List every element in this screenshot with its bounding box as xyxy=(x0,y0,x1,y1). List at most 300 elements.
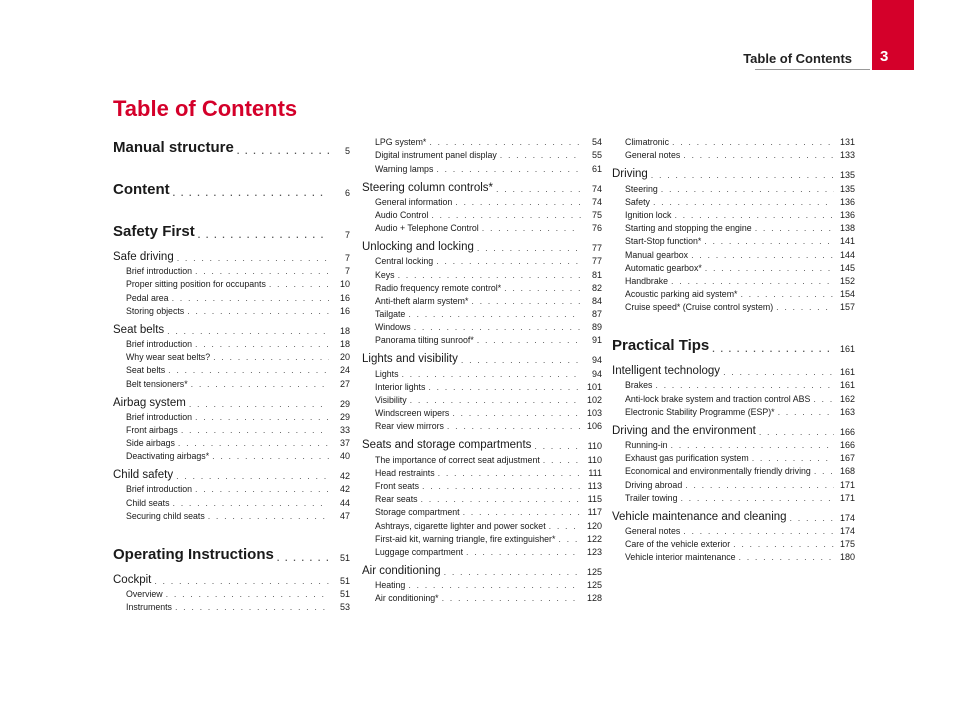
toc-subsection-entry[interactable] xyxy=(113,289,350,302)
toc-subsection-entry[interactable] xyxy=(612,220,855,233)
toc-subsection-entry[interactable] xyxy=(113,599,350,612)
dot-leader xyxy=(683,527,834,536)
toc-page-number: 94 xyxy=(591,355,602,366)
toc-page-number: 135 xyxy=(839,170,855,181)
toc-page-number: 180 xyxy=(839,552,855,563)
toc-subsection-entry[interactable] xyxy=(362,451,602,464)
toc-page-number: 162 xyxy=(839,393,855,404)
toc-chapter-entry[interactable] xyxy=(113,466,350,481)
dot-leader xyxy=(176,472,329,481)
toc-page-number: 55 xyxy=(591,150,602,161)
dot-leader xyxy=(671,441,834,450)
toc-chapter-entry[interactable] xyxy=(362,238,602,253)
toc-subsection-entry[interactable] xyxy=(362,379,602,392)
toc-column-2 xyxy=(362,134,602,603)
dot-leader xyxy=(408,310,581,319)
toc-subsection-entry[interactable] xyxy=(113,263,350,276)
toc-page-number: 37 xyxy=(339,438,350,449)
toc-page-number: 128 xyxy=(586,593,602,604)
toc-subsection-entry[interactable] xyxy=(612,404,855,417)
toc-entry-label: Electronic Stability Programme (ESP)* xyxy=(625,406,775,417)
dot-leader xyxy=(704,237,834,246)
toc-page-number: 171 xyxy=(839,492,855,503)
toc-subsection-entry[interactable] xyxy=(362,465,602,478)
toc-subsection-entry[interactable] xyxy=(113,409,350,422)
toc-subsection-entry[interactable] xyxy=(612,390,855,403)
toc-entry-label: Steering column controls* xyxy=(362,181,494,194)
toc-entry-label: Exhaust gas purification system xyxy=(625,453,749,464)
running-header-title: Table of Contents xyxy=(743,51,852,66)
toc-subsection-entry[interactable] xyxy=(113,494,350,507)
dot-leader xyxy=(471,297,581,306)
toc-entry-label: Warning lamps xyxy=(375,163,434,174)
dot-leader xyxy=(740,290,834,299)
toc-subsection-entry[interactable] xyxy=(362,577,602,590)
dot-leader xyxy=(191,380,329,389)
toc-page-number: 101 xyxy=(586,381,602,392)
dot-leader xyxy=(181,426,329,435)
toc-chapter-entry[interactable] xyxy=(113,571,350,586)
toc-entry-label: Start-Stop function* xyxy=(625,236,702,247)
toc-entry-label: Rear view mirrors xyxy=(375,421,444,432)
toc-page-number: 7 xyxy=(344,253,350,263)
toc-page-number: 161 xyxy=(839,367,855,378)
dot-leader xyxy=(482,224,581,233)
dot-leader xyxy=(723,368,834,377)
toc-column-1 xyxy=(113,134,350,612)
toc-page-number: 152 xyxy=(839,275,855,286)
toc-entry-label: Driving abroad xyxy=(625,479,683,490)
dot-leader xyxy=(431,211,581,220)
toc-page-number: 20 xyxy=(339,352,350,363)
dot-leader xyxy=(452,409,581,418)
toc-page-number: 106 xyxy=(586,421,602,432)
toc-section-entry[interactable] xyxy=(113,541,350,563)
toc-subsection-entry[interactable] xyxy=(612,260,855,273)
toc-chapter-entry[interactable] xyxy=(113,394,350,409)
toc-page-number: 42 xyxy=(339,471,350,482)
toc-entry-label: Side airbags xyxy=(126,438,175,449)
toc-page-number: 125 xyxy=(586,566,602,577)
dot-leader xyxy=(212,452,329,461)
toc-section-entry[interactable] xyxy=(612,332,855,354)
toc-page-number: 33 xyxy=(339,424,350,435)
dot-leader xyxy=(674,211,834,220)
dot-leader xyxy=(691,251,834,260)
toc-entry-label: Cruise speed* (Cruise control system) xyxy=(625,302,774,313)
toc-entry-label: Ashtrays, cigarette lighter and power socket xyxy=(375,520,546,531)
toc-page-number: 115 xyxy=(587,494,602,505)
toc-subsection-entry[interactable] xyxy=(612,437,855,450)
toc-page-number: 81 xyxy=(591,269,602,280)
toc-entry-label: Brief introduction xyxy=(126,266,193,277)
dot-leader xyxy=(195,340,329,349)
toc-entry-label: Deactivating airbags* xyxy=(126,451,210,462)
dot-leader xyxy=(166,590,329,599)
toc-entry-label: Manual gearbox xyxy=(625,249,689,260)
dot-leader xyxy=(461,356,581,365)
toc-subsection-entry[interactable] xyxy=(612,450,855,463)
toc-page-number: 163 xyxy=(839,406,855,417)
dot-leader xyxy=(543,456,581,465)
toc-entry-label: Audio + Telephone Control xyxy=(375,223,479,234)
toc-subsection-entry[interactable] xyxy=(113,508,350,521)
toc-page-number: 136 xyxy=(839,196,855,207)
dot-leader xyxy=(401,370,581,379)
dot-leader xyxy=(175,603,329,612)
toc-subsection-entry[interactable] xyxy=(113,375,350,388)
toc-page-number: 42 xyxy=(339,484,350,495)
toc-page-number: 53 xyxy=(339,602,350,613)
toc-entry-label: The importance of correct seat adjustment xyxy=(375,454,540,465)
toc-entry-label: Rear seats xyxy=(375,494,418,505)
toc-entry-label: General notes xyxy=(625,150,681,161)
toc-entry-label: Storage compartment xyxy=(375,507,460,518)
toc-entry-label: Anti-theft alarm system* xyxy=(375,295,469,306)
toc-entry-label: Air conditioning* xyxy=(375,593,439,604)
dot-leader xyxy=(168,366,329,375)
toc-section-entry[interactable] xyxy=(113,218,350,240)
toc-subsection-entry[interactable] xyxy=(612,549,855,562)
toc-page-number: 16 xyxy=(339,305,350,316)
dot-leader xyxy=(277,554,329,563)
toc-page-number: 51 xyxy=(339,552,350,563)
dot-leader xyxy=(187,307,329,316)
toc-entry-label: Windscreen wipers xyxy=(375,408,450,419)
toc-entry-label: Front airbags xyxy=(126,424,178,435)
toc-entry-label: Vehicle maintenance and cleaning xyxy=(612,510,787,523)
toc-subsection-entry[interactable] xyxy=(362,266,602,279)
toc-subsection-entry[interactable] xyxy=(612,490,855,503)
toc-subsection-entry[interactable] xyxy=(362,491,602,504)
dot-leader xyxy=(447,422,581,431)
dot-leader xyxy=(712,345,834,354)
toc-subsection-entry[interactable] xyxy=(362,365,602,378)
dot-leader xyxy=(504,284,581,293)
toc-entry-label: Safety First xyxy=(113,223,195,240)
toc-entry-label: Driving xyxy=(612,168,648,181)
toc-page-number: 18 xyxy=(339,338,350,349)
toc-subsection-entry[interactable] xyxy=(362,147,602,160)
toc-entry-label: Brief introduction xyxy=(126,411,193,422)
toc-subsection-entry[interactable] xyxy=(113,276,350,289)
toc-chapter-entry[interactable] xyxy=(612,508,855,523)
toc-subsection-entry[interactable] xyxy=(362,207,602,220)
toc-page-number: 120 xyxy=(586,520,602,531)
dot-leader xyxy=(477,336,581,345)
dot-leader xyxy=(500,151,581,160)
toc-page-number: 161 xyxy=(839,380,855,391)
toc-page-number: 40 xyxy=(339,451,350,462)
toc-page-number: 7 xyxy=(344,230,350,240)
toc-subsection-entry[interactable] xyxy=(612,134,855,147)
toc-subsection-entry[interactable] xyxy=(612,536,855,549)
toc-entry-label: Airbag system xyxy=(113,396,186,409)
toc-page-number: 138 xyxy=(839,223,855,234)
dot-leader xyxy=(496,185,581,194)
toc-page-number: 54 xyxy=(591,137,602,148)
toc-page-number: 77 xyxy=(591,256,602,267)
toc-page-number: 154 xyxy=(839,289,855,300)
dot-leader xyxy=(790,514,834,523)
toc-subsection-entry[interactable] xyxy=(113,362,350,375)
dot-leader xyxy=(814,467,834,476)
dot-leader xyxy=(755,224,834,233)
toc-subsection-entry[interactable] xyxy=(362,392,602,405)
toc-entry-label: Front seats xyxy=(375,480,420,491)
toc-chapter-entry[interactable] xyxy=(362,562,602,577)
toc-page-number: 94 xyxy=(591,368,602,379)
toc-subsection-entry[interactable] xyxy=(612,147,855,160)
toc-page-number: 175 xyxy=(839,539,855,550)
toc-entry-label: Luggage compartment xyxy=(375,546,464,557)
toc-entry-label: Starting and stopping the engine xyxy=(625,223,752,234)
toc-subsection-entry[interactable] xyxy=(612,463,855,476)
toc-subsection-entry[interactable] xyxy=(113,349,350,362)
toc-subsection-entry[interactable] xyxy=(362,134,602,147)
toc-subsection-entry[interactable] xyxy=(113,336,350,349)
toc-subsection-entry[interactable] xyxy=(362,478,602,491)
toc-subsection-entry[interactable] xyxy=(113,303,350,316)
toc-subsection-entry[interactable] xyxy=(362,194,602,207)
toc-page-number: 133 xyxy=(839,150,855,161)
toc-page-number: 166 xyxy=(839,426,855,437)
toc-page-number: 174 xyxy=(839,525,855,536)
toc-chapter-entry[interactable] xyxy=(113,248,350,263)
toc-subsection-entry[interactable] xyxy=(113,481,350,494)
dot-leader xyxy=(436,257,581,266)
dot-leader xyxy=(776,303,834,312)
toc-entry-label: Air conditioning xyxy=(362,564,441,577)
dot-leader xyxy=(410,396,581,405)
toc-page-number: 145 xyxy=(839,262,855,273)
dot-leader xyxy=(421,495,581,504)
toc-subsection-entry[interactable] xyxy=(362,544,602,557)
toc-subsection-entry[interactable] xyxy=(362,160,602,173)
toc-subsection-entry[interactable] xyxy=(362,293,602,306)
toc-entry-label: Audio Control xyxy=(375,209,429,220)
toc-page-number: 61 xyxy=(591,163,602,174)
dot-leader xyxy=(534,442,581,451)
toc-page-number: 166 xyxy=(839,440,855,450)
toc-entry-label: Trailer towing xyxy=(625,492,678,503)
toc-subsection-entry[interactable] xyxy=(612,207,855,220)
dot-leader xyxy=(173,499,329,508)
dot-leader xyxy=(398,271,581,280)
toc-entry-label: First-aid kit, warning triangle, fire extinguisher* xyxy=(375,533,556,544)
toc-page-number: 161 xyxy=(839,344,855,355)
toc-page-number: 89 xyxy=(591,322,602,333)
dot-leader xyxy=(167,327,329,336)
toc-subsection-entry[interactable] xyxy=(362,504,602,517)
dot-leader xyxy=(177,254,329,263)
page-number-badge xyxy=(872,0,914,70)
toc-entry-label: Brief introduction xyxy=(126,484,193,495)
toc-subsection-entry[interactable] xyxy=(612,194,855,207)
toc-page-number: 123 xyxy=(586,546,602,557)
dot-leader xyxy=(683,151,834,160)
dot-leader xyxy=(208,512,329,521)
toc-entry-label: Belt tensioners* xyxy=(126,378,188,389)
toc-page-number: 113 xyxy=(587,480,602,491)
toc-chapter-entry[interactable] xyxy=(612,422,855,437)
dot-leader xyxy=(173,189,329,198)
toc-subsection-entry[interactable] xyxy=(113,422,350,435)
toc-entry-label: Automatic gearbox* xyxy=(625,262,702,273)
toc-subsection-entry[interactable] xyxy=(362,280,602,293)
dot-leader xyxy=(195,485,329,494)
dot-leader xyxy=(651,171,834,180)
dot-leader xyxy=(436,165,581,174)
dot-leader xyxy=(778,408,834,417)
toc-page-number: 51 xyxy=(339,589,350,599)
toc-entry-label: Unlocking and locking xyxy=(362,241,474,254)
toc-entry-label: Interior lights xyxy=(375,381,426,392)
toc-page-number: 122 xyxy=(586,533,602,544)
toc-entry-label: Acoustic parking aid system* xyxy=(625,289,738,300)
toc-subsection-entry[interactable] xyxy=(612,476,855,489)
toc-entry-label: General notes xyxy=(625,525,681,536)
toc-entry-label: Overview xyxy=(126,589,163,599)
toc-subsection-entry[interactable] xyxy=(362,332,602,345)
toc-entry-label: Cockpit xyxy=(113,573,152,586)
toc-subsection-entry[interactable] xyxy=(362,418,602,431)
toc-entry-label: Digital instrument panel display xyxy=(375,150,497,161)
toc-page-number: 117 xyxy=(587,507,602,518)
toc-page-number: 144 xyxy=(839,249,855,260)
toc-page-number: 141 xyxy=(839,236,855,247)
dot-leader xyxy=(463,508,581,517)
toc-entry-label: Manual structure xyxy=(113,139,234,156)
toc-page-number: 18 xyxy=(339,325,350,336)
toc-entry-label: Content xyxy=(113,181,170,198)
toc-chapter-entry[interactable] xyxy=(362,350,602,365)
toc-page-number: 74 xyxy=(591,196,602,207)
toc-page-number: 29 xyxy=(339,398,350,409)
toc-entry-label: Seats and storage compartments xyxy=(362,439,532,452)
toc-entry-label: Central locking xyxy=(375,256,434,267)
toc-page-number: 111 xyxy=(588,467,602,478)
toc-page-number: 5 xyxy=(344,146,350,156)
dot-leader xyxy=(269,280,329,289)
dot-leader xyxy=(672,138,834,147)
toc-entry-label: Intelligent technology xyxy=(612,365,721,378)
toc-subsection-entry[interactable] xyxy=(362,253,602,266)
toc-page-number: 76 xyxy=(591,223,602,234)
toc-entry-label: Lights xyxy=(375,368,399,379)
toc-page-number: 171 xyxy=(839,479,855,490)
toc-entry-label: Visibility xyxy=(375,395,407,405)
toc-page-number: 29 xyxy=(339,411,350,422)
toc-subsection-entry[interactable] xyxy=(612,246,855,259)
toc-chapter-entry[interactable] xyxy=(113,321,350,336)
dot-leader xyxy=(752,454,834,463)
toc-entry-label: Lights and visibility xyxy=(362,353,458,366)
dot-leader xyxy=(549,522,581,531)
dot-leader xyxy=(466,548,581,557)
dot-leader xyxy=(444,568,581,577)
toc-column-3 xyxy=(612,134,855,562)
dot-leader xyxy=(429,138,581,147)
toc-page-number: 16 xyxy=(339,292,350,303)
dot-leader xyxy=(178,439,329,448)
toc-section-entry[interactable] xyxy=(113,176,350,198)
toc-page-number: 47 xyxy=(339,510,350,521)
toc-chapter-entry[interactable] xyxy=(612,165,855,180)
toc-entry-label: Running-in xyxy=(625,440,668,450)
toc-subsection-entry[interactable] xyxy=(362,531,602,544)
toc-subsection-entry[interactable] xyxy=(612,273,855,286)
toc-subsection-entry[interactable] xyxy=(612,233,855,246)
toc-subsection-entry[interactable] xyxy=(362,590,602,603)
dot-leader xyxy=(477,244,581,253)
toc-entry-label: Pedal area xyxy=(126,292,169,303)
toc-subsection-entry[interactable] xyxy=(612,299,855,312)
toc-subsection-entry[interactable] xyxy=(113,586,350,599)
toc-subsection-entry[interactable] xyxy=(612,377,855,390)
toc-entry-label: Keys xyxy=(375,269,395,280)
toc-entry-label: Tailgate xyxy=(375,309,406,320)
toc-subsection-entry[interactable] xyxy=(362,319,602,332)
toc-entry-label: Handbrake xyxy=(625,275,669,286)
toc-subsection-entry[interactable] xyxy=(612,286,855,299)
toc-section-entry[interactable] xyxy=(113,134,350,156)
toc-entry-label: Anti-lock brake system and traction control ABS xyxy=(625,393,811,404)
toc-entry-label: Safe driving xyxy=(113,251,174,263)
toc-subsection-entry[interactable] xyxy=(612,523,855,536)
toc-entry-label: Child seats xyxy=(126,497,170,508)
toc-page-number: 91 xyxy=(591,335,602,346)
toc-subsection-entry[interactable] xyxy=(362,517,602,530)
toc-page-number: 103 xyxy=(586,408,602,419)
toc-entry-label: Vehicle interior maintenance xyxy=(625,552,736,563)
dot-leader xyxy=(558,535,581,544)
dot-leader xyxy=(653,198,834,207)
dot-leader xyxy=(428,383,581,392)
toc-chapter-entry[interactable] xyxy=(362,179,602,194)
dot-leader xyxy=(685,481,834,490)
dot-leader xyxy=(195,267,329,276)
toc-page-number: 125 xyxy=(586,580,602,591)
page-header xyxy=(0,0,960,70)
toc-entry-label: Brakes xyxy=(625,380,653,391)
toc-entry-label: General information xyxy=(375,196,453,207)
dot-leader xyxy=(733,540,834,549)
toc-entry-label: Storing objects xyxy=(126,305,185,316)
toc-entry-label: LPG system* xyxy=(375,137,427,148)
toc-chapter-entry[interactable] xyxy=(362,436,602,451)
toc-page-number: 51 xyxy=(339,575,350,586)
dot-leader xyxy=(813,395,834,404)
dot-leader xyxy=(172,294,329,303)
toc-subsection-entry[interactable] xyxy=(362,306,602,319)
toc-page-number: 84 xyxy=(591,295,602,306)
toc-page-number: 102 xyxy=(586,395,602,405)
dot-leader xyxy=(422,482,581,491)
toc-page-number: 77 xyxy=(591,243,602,254)
dot-leader xyxy=(213,353,329,362)
toc-page-number: 136 xyxy=(839,209,855,220)
toc-subsection-entry[interactable] xyxy=(612,180,855,193)
toc-subsection-entry[interactable] xyxy=(362,405,602,418)
toc-subsection-entry[interactable] xyxy=(113,435,350,448)
toc-chapter-entry[interactable] xyxy=(612,362,855,377)
toc-subsection-entry[interactable] xyxy=(362,220,602,233)
toc-page-number: 6 xyxy=(344,188,350,198)
toc-entry-label: Seat belts xyxy=(126,365,166,376)
toc-page-number: 135 xyxy=(839,183,855,194)
toc-subsection-entry[interactable] xyxy=(113,448,350,461)
